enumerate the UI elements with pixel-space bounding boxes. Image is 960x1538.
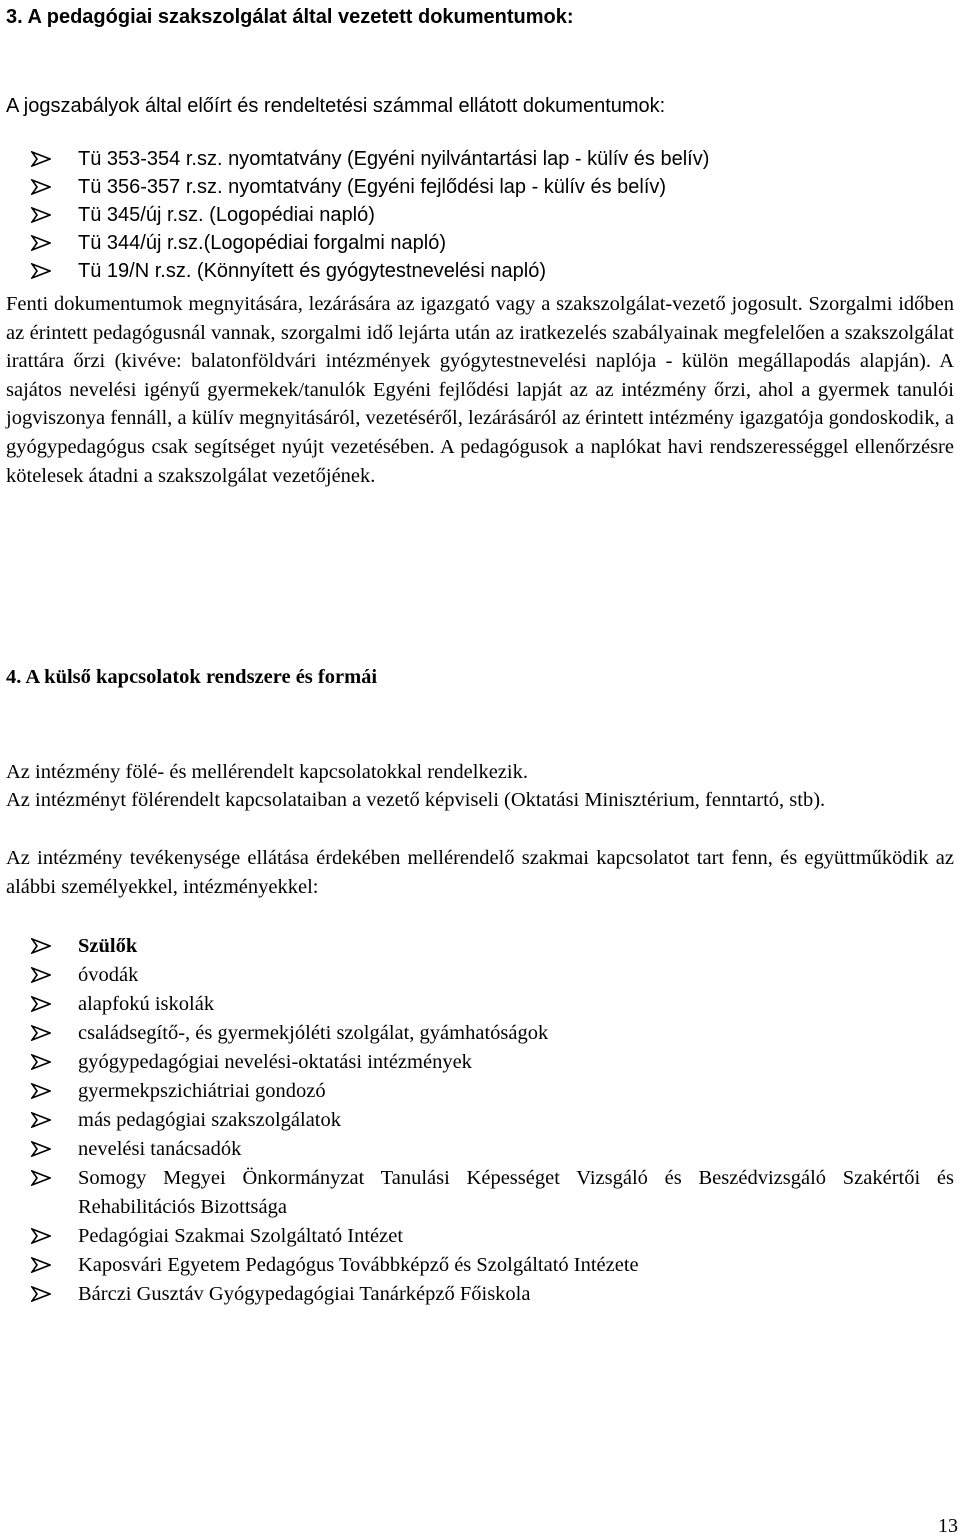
- list-item: Szülők: [6, 932, 954, 961]
- arrow-bullet-icon: [31, 1054, 51, 1070]
- page-number: 13: [938, 1515, 958, 1537]
- list-item: Kaposvári Egyetem Pedagógus Továbbképző és Szolgáltató Intézete: [6, 1251, 954, 1280]
- list-item: családsegítő-, és gyermekjóléti szolgálat, gyámhatóságok: [6, 1019, 954, 1048]
- arrow-bullet-icon: [31, 1112, 51, 1128]
- list-item: Tü 353-354 r.sz. nyomtatvány (Egyéni nyilvántartási lap - külív és belív): [6, 145, 954, 173]
- section-3-heading: 3. A pedagógiai szakszolgálat által vezetett dokumentumok:: [6, 6, 574, 28]
- arrow-bullet-icon: [31, 967, 51, 983]
- section-4-heading: 4. A külső kapcsolatok rendszere és formái: [6, 666, 378, 688]
- list-item: nevelési tanácsadók: [6, 1135, 954, 1164]
- arrow-bullet-icon: [31, 1228, 51, 1244]
- list-item: Pedagógiai Szakmai Szolgáltató Intézet: [6, 1222, 954, 1251]
- arrow-bullet-icon: [31, 938, 51, 954]
- arrow-bullet-icon: [31, 263, 51, 279]
- list-item: Tü 344/új r.sz.(Logopédiai forgalmi napló): [6, 229, 954, 257]
- section-4-paragraph-1: Az intézmény fölé- és mellérendelt kapcsolatokkal rendelkezik.: [6, 761, 528, 783]
- section-3-body: Fenti dokumentumok megnyitására, lezárására az igazgató vagy a szakszolgálat-vezető jogosult. Szorgalmi időben az érintett pedagógusnál vannak, szorgalmi idő lejárta után az iratkezelés szabályainak megfelelően a szakszolgálat irattára őrzi (kivéve: balatonföldvári intézmények gyógytestnevelési naplója - külön megállapodás alapján). A sajátos nevelési igényű gyermekek/tanulók Egyéni fejlődési lapját az az intézmény őrzi, ahol a gyermek tanulói jogviszonya fennáll, a külív megnyitásáról, vezetéséről, lezárásáról az érintett intézmény igazgatója gondoskodik, a gyógypedagógus csak segítséget nyújt vezetésében. A pedagógusok a naplókat havi rendszerességgel ellenőrzésre kötelesek átadni a szakszolgálat vezetőjének.: [6, 293, 954, 487]
- section-3-intro: A jogszabályok által előírt és rendeltetési számmal ellátott dokumentumok:: [6, 95, 666, 117]
- partners-list: [6, 932, 954, 1309]
- arrow-bullet-icon: [31, 996, 51, 1012]
- list-item: Tü 19/N r.sz. (Könnyített és gyógytestnevelési napló): [6, 257, 954, 285]
- arrow-bullet-icon: [31, 235, 51, 251]
- documents-list: [6, 145, 954, 285]
- arrow-bullet-icon: [31, 1025, 51, 1041]
- list-item: alapfokú iskolák: [6, 990, 954, 1019]
- arrow-bullet-icon: [31, 1257, 51, 1273]
- arrow-bullet-icon: [31, 1141, 51, 1157]
- list-item: Bárczi Gusztáv Gyógypedagógiai Tanárképző Főiskola: [6, 1280, 954, 1309]
- arrow-bullet-icon: [31, 151, 51, 167]
- list-item: gyermekpszichiátriai gondozó: [6, 1077, 954, 1106]
- arrow-bullet-icon: [31, 1083, 51, 1099]
- section-4-paragraph-3: Az intézmény tevékenysége ellátása érdekében mellérendelő szakmai kapcsolatot tart fenn, és együttműködik az alábbi személyekkel, intézményekkel:: [6, 847, 954, 898]
- arrow-bullet-icon: [31, 1286, 51, 1302]
- arrow-bullet-icon: [31, 179, 51, 195]
- list-item: Tü 345/új r.sz. (Logopédiai napló): [6, 201, 954, 229]
- list-item: Somogy Megyei Önkormányzat Tanulási Képességet Vizsgáló és Beszédvizsgáló Szakértői és Rehabilitációs Bizottsága: [6, 1164, 954, 1222]
- list-item: óvodák: [6, 961, 954, 990]
- list-item: Tü 356-357 r.sz. nyomtatvány (Egyéni fejlődési lap - külív és belív): [6, 173, 954, 201]
- section-4-paragraph-2: Az intézményt fölérendelt kapcsolataiban a vezető képviseli (Oktatási Minisztérium, fenntartó, stb).: [6, 789, 826, 811]
- arrow-bullet-icon: [31, 207, 51, 223]
- arrow-bullet-icon: [31, 1170, 51, 1186]
- list-item: más pedagógiai szakszolgálatok: [6, 1106, 954, 1135]
- list-item: gyógypedagógiai nevelési-oktatási intézmények: [6, 1048, 954, 1077]
